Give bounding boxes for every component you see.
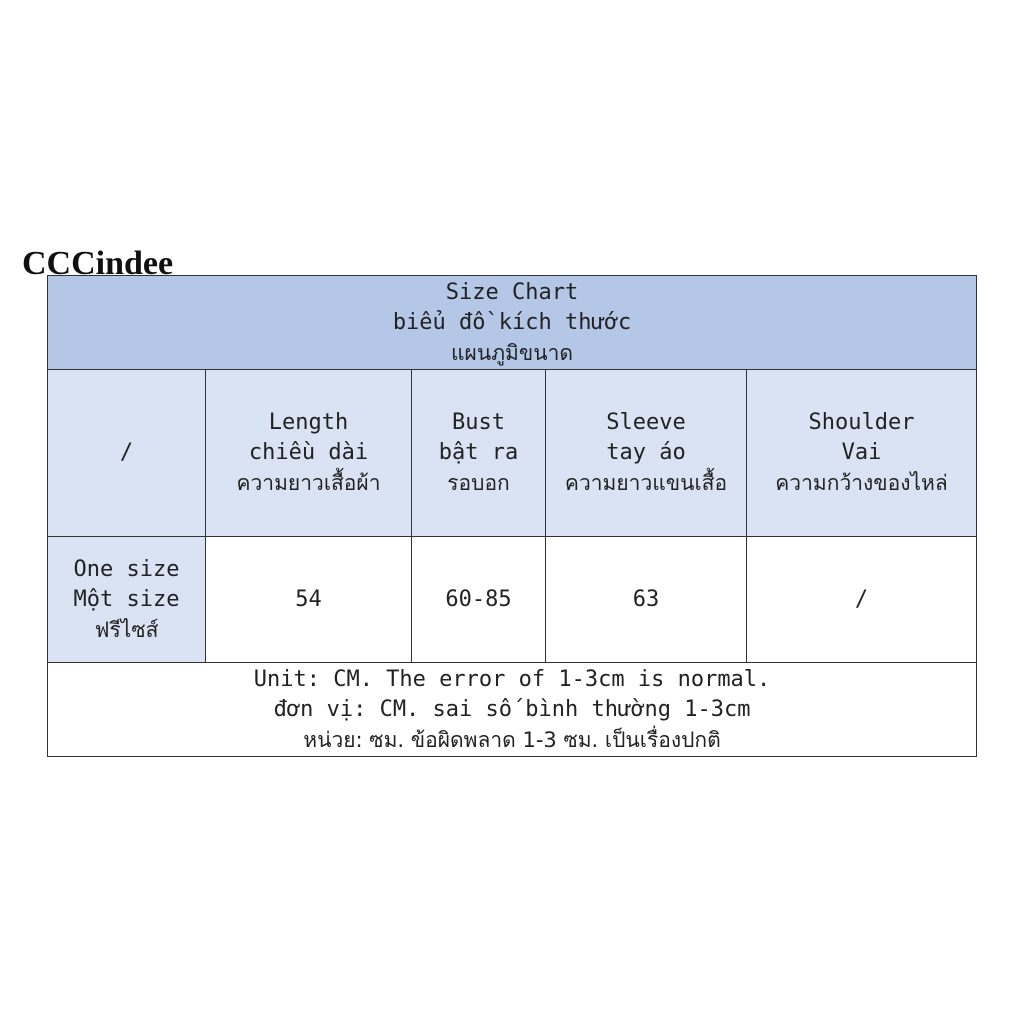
header-row [48, 370, 977, 537]
column-label-en: Bust [452, 410, 505, 435]
size-chart-table [47, 275, 977, 757]
size-label-th: ฟรีไซส์ [94, 617, 159, 642]
cell-sleeve-value: 63 [546, 537, 747, 663]
column-header-length [206, 370, 412, 537]
column-label-vi: chiều dài [248, 440, 369, 465]
column-label-th: ความกว้างของไหล่ [775, 471, 948, 495]
column-label-en: Length [268, 410, 349, 435]
chart-title-vi: biểu đồ kích thước [392, 309, 632, 335]
column-label-en: Sleeve [606, 410, 686, 435]
column-header-bust [412, 370, 546, 537]
corner-cell: / [48, 370, 206, 537]
size-label-en: One size [73, 556, 180, 582]
brand-logo-text: CCCindee [22, 245, 174, 282]
chart-title-en: Size Chart [445, 279, 579, 305]
column-label-en: Shoulder [808, 410, 915, 435]
chart-title-th: แผนภูมิขนาด [451, 340, 574, 365]
cell-length-value: 54 [206, 537, 412, 663]
size-label-vi: Một size [73, 586, 180, 612]
unit-note-en: Unit: CM. The error of 1-3cm is normal. [253, 666, 771, 692]
cell-bust-value: 60-85 [412, 537, 546, 663]
column-header-shoulder [747, 370, 977, 537]
row-header-size [48, 537, 206, 663]
cell-shoulder-value: / [747, 537, 977, 663]
chart-title-cell [48, 276, 977, 370]
table-row [48, 537, 977, 663]
column-label-th: ความยาวเสื้อผ้า [236, 471, 381, 495]
note-row [48, 663, 977, 757]
column-label-vi: Vai [841, 440, 882, 465]
column-label-vi: bật ra [438, 440, 519, 465]
column-label-th: รอบอก [447, 471, 510, 495]
unit-note-vi: đơn vị: CM. sai số bình thường 1-3cm [273, 696, 751, 722]
column-header-sleeve [546, 370, 747, 537]
column-label-vi: tay áo [606, 440, 686, 465]
unit-note-th: หน่วย: ซม. ข้อผิดพลาด 1-3 ซม. เป็นเรื่องปกติ [303, 727, 721, 752]
column-label-th: ความยาวแขนเสื้อ [564, 471, 728, 495]
title-row [48, 276, 977, 370]
unit-note-cell [48, 663, 977, 757]
